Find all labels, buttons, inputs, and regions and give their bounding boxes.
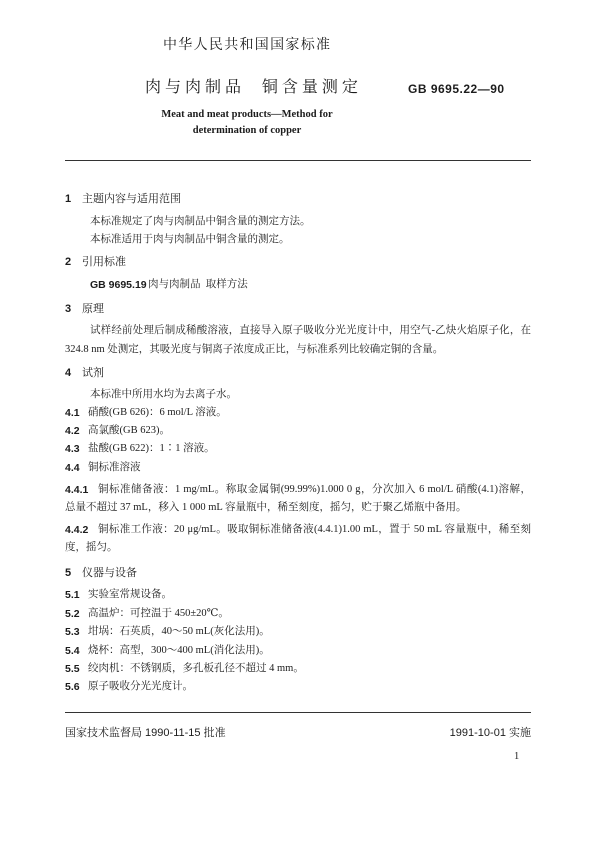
clause-text: 实验室常规设备。 [88,589,172,600]
paragraph-line [65,342,531,358]
clause-number: 5.2 [65,608,80,620]
section-title: 引用标准 [82,256,126,268]
standard-code: GB 9695.22—90 [408,82,505,96]
clause-number: 5.1 [65,589,80,601]
paragraph [90,214,531,230]
clause-text: 原子吸收分光光度计。 [88,681,193,692]
paragraph-text: 本标准规定了肉与肉制品中铜含量的测定方法。 [90,216,311,227]
implementation-date: 1991-10-01 实施 [449,727,531,739]
section-title: 原理 [82,303,104,315]
clause-text: 总量不超过 37 mL，移入 1 000 mL 容量瓶中，稀至刻度，摇匀，贮于聚乙烯瓶中备用。 [65,502,467,513]
clause-number: 5.5 [65,663,80,675]
clause-number: 4.3 [65,443,80,455]
paragraph-line [90,323,531,339]
english-title-line-2: determination of copper [192,125,302,136]
section-heading [65,565,531,581]
section-heading [65,365,531,381]
clause-text: 硝酸(GB 626)：6 mol/L 溶液。 [88,407,227,418]
section-number: 2 [65,256,72,268]
section-title: 仪器与设备 [82,567,137,579]
paragraph-text: 试样经前处理后制成稀酸溶液，直接导入原子吸收分光光度计中，用空气-乙炔火焰原子化，在 [90,325,531,336]
clause-item [65,587,531,603]
clause-item [65,423,531,439]
section-title: 试剂 [82,367,104,379]
english-title-line-1: Meat and meat products—Method for [161,109,333,120]
clause-number: 4.4.2 [65,524,89,536]
clause-item [65,606,531,622]
clause-text: 高温炉：可控温于 450±20℃。 [88,608,229,619]
clause-text: 烧杯：高型，300～400 mL(消化法用)。 [88,645,270,656]
clause-number: 5.3 [65,626,80,638]
section-title: 主题内容与适用范围 [82,193,181,205]
reference-code: GB 9695.19 [90,279,147,291]
clause-continuation [65,540,531,556]
clause-item [65,679,531,695]
clause-number: 4.4 [65,462,80,474]
section-number: 1 [65,193,72,205]
clause-text: 坩埚：石英质，40～50 mL(灰化法用)。 [88,626,270,637]
clause-continuation [65,500,531,516]
footer-divider [65,712,531,713]
clause-item [65,661,531,677]
page-number: 1 [514,751,520,762]
section-heading [65,301,531,317]
clause-text: 铜标准溶液 [88,462,141,473]
paragraph-text: 本标准中所用水均为去离子水。 [90,389,237,400]
section-heading [65,254,531,270]
clause-text: 铜标准工作液：20 μg/mL。吸取铜标准储备液(4.4.1)1.00 mL，置于 50 mL 容量瓶中，稀至刻 [98,524,531,535]
clause-text: 盐酸(GB 622)：1∶1 溶液。 [88,443,215,454]
paragraph-text: 本标准适用于肉与肉制品中铜含量的测定。 [90,234,290,245]
clause-number: 5.6 [65,681,80,693]
clause-item [65,405,531,421]
clause-item [65,643,531,659]
clause-item [65,460,531,476]
clause-item [65,441,531,457]
reference-title: 肉与肉制品 取样方法 [148,279,248,290]
section-heading [65,191,531,207]
reference-entry [90,277,531,293]
paragraph [90,387,531,403]
clause-text: 铜标准储备液：1 mg/mL。称取金属铜(99.99%)1.000 0 g，分次加入 6 mol/L 硝酸(4.1)溶解， [98,484,531,495]
clause-item [65,522,531,538]
document-title: 肉与肉制品 铜含量测定 [145,79,362,96]
clause-item [65,624,531,640]
approval-note: 国家技术监督局 1990-11-15 批准 [65,727,226,739]
clause-text: 绞肉机：不锈钢质，多孔板孔径不超过 4 mm。 [88,663,304,674]
section-number: 4 [65,367,72,379]
clause-number: 5.4 [65,645,80,657]
paragraph-text: 324.8 nm 处测定，其吸光度与铜离子浓度成正比，与标准系列比较确定铜的含量。 [65,344,444,355]
clause-number: 4.4.1 [65,484,89,496]
issuing-body-header: 中华人民共和国国家标准 [163,36,332,52]
section-number: 5 [65,567,72,579]
paragraph [90,232,531,248]
clause-number: 4.2 [65,425,80,437]
clause-item [65,482,531,498]
clause-number: 4.1 [65,407,80,419]
section-number: 3 [65,303,72,315]
clause-text: 高氯酸(GB 623)。 [88,425,170,436]
clause-text: 度，摇匀。 [65,542,118,553]
header-divider [65,160,531,161]
